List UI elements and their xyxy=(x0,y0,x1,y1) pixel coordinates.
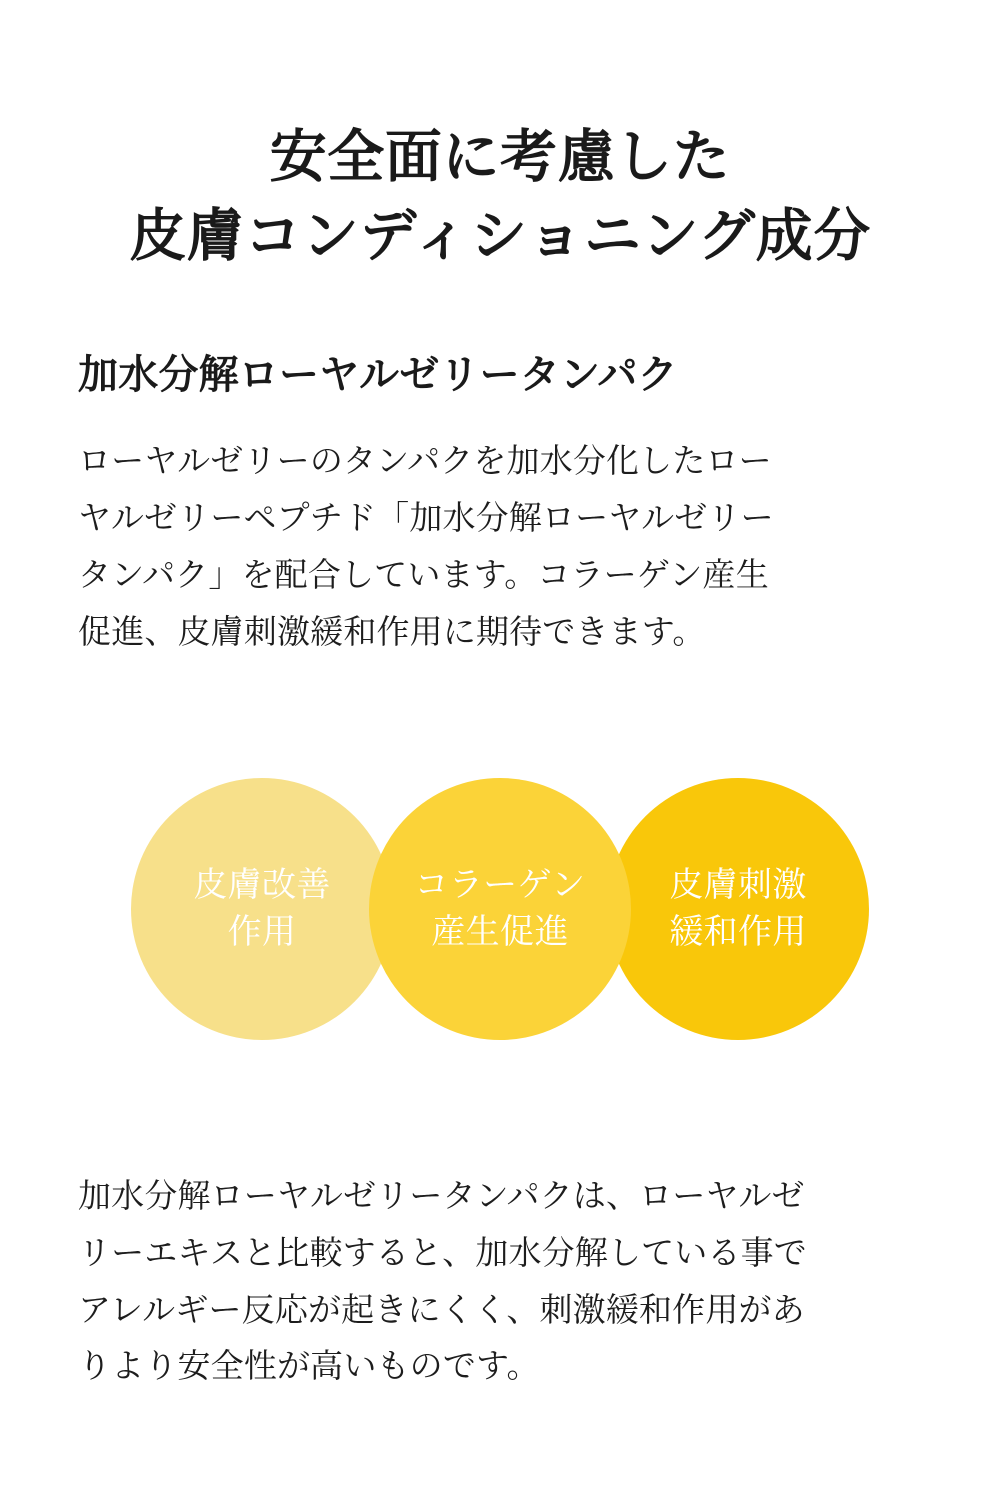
benefit-circle-collagen-production-line-1: コラーゲン xyxy=(414,866,586,905)
benefit-circle-skin-improvement-line-2: 作用 xyxy=(227,913,297,951)
page-title-line-2: 皮膚コンディショニング成分 xyxy=(129,203,871,268)
benefit-circle-irritation-relief xyxy=(607,778,869,1040)
benefit-circle-skin-improvement-line-1: 皮膚改善 xyxy=(193,866,331,905)
benefit-circle-collagen-production-line-2: 産生促進 xyxy=(431,913,569,951)
benefit-circle-collagen-production xyxy=(369,778,631,1040)
benefit-circle-skin-improvement xyxy=(131,778,393,1040)
page-title xyxy=(0,0,1000,275)
benefit-circle-irritation-relief-line-1: 皮膚刺激 xyxy=(669,866,807,905)
section-subtitle: 加水分解ローヤルゼリータンパク xyxy=(78,353,678,398)
benefit-circle-irritation-relief-line-2: 緩和作用 xyxy=(669,913,807,951)
page-title-line-1: 安全面に考慮した xyxy=(269,125,731,189)
conclusion-paragraph: 加水分解ローヤルゼリータンパクは、ローヤルゼリーエキスと比較すると、加水分解している事でアレルギー反応が起きにくく、刺激緩和作用がありより安全性が高いものです。 xyxy=(78,1177,807,1385)
benefit-circle-group xyxy=(0,778,1000,1078)
intro-paragraph: ローヤルゼリーのタンパクを加水分化したローヤルゼリーペプチド「加水分解ローヤルゼリータンパク」を配合しています。コラーゲン産生促進、皮膚刺激緩和作用に期待できます。 xyxy=(78,442,774,650)
